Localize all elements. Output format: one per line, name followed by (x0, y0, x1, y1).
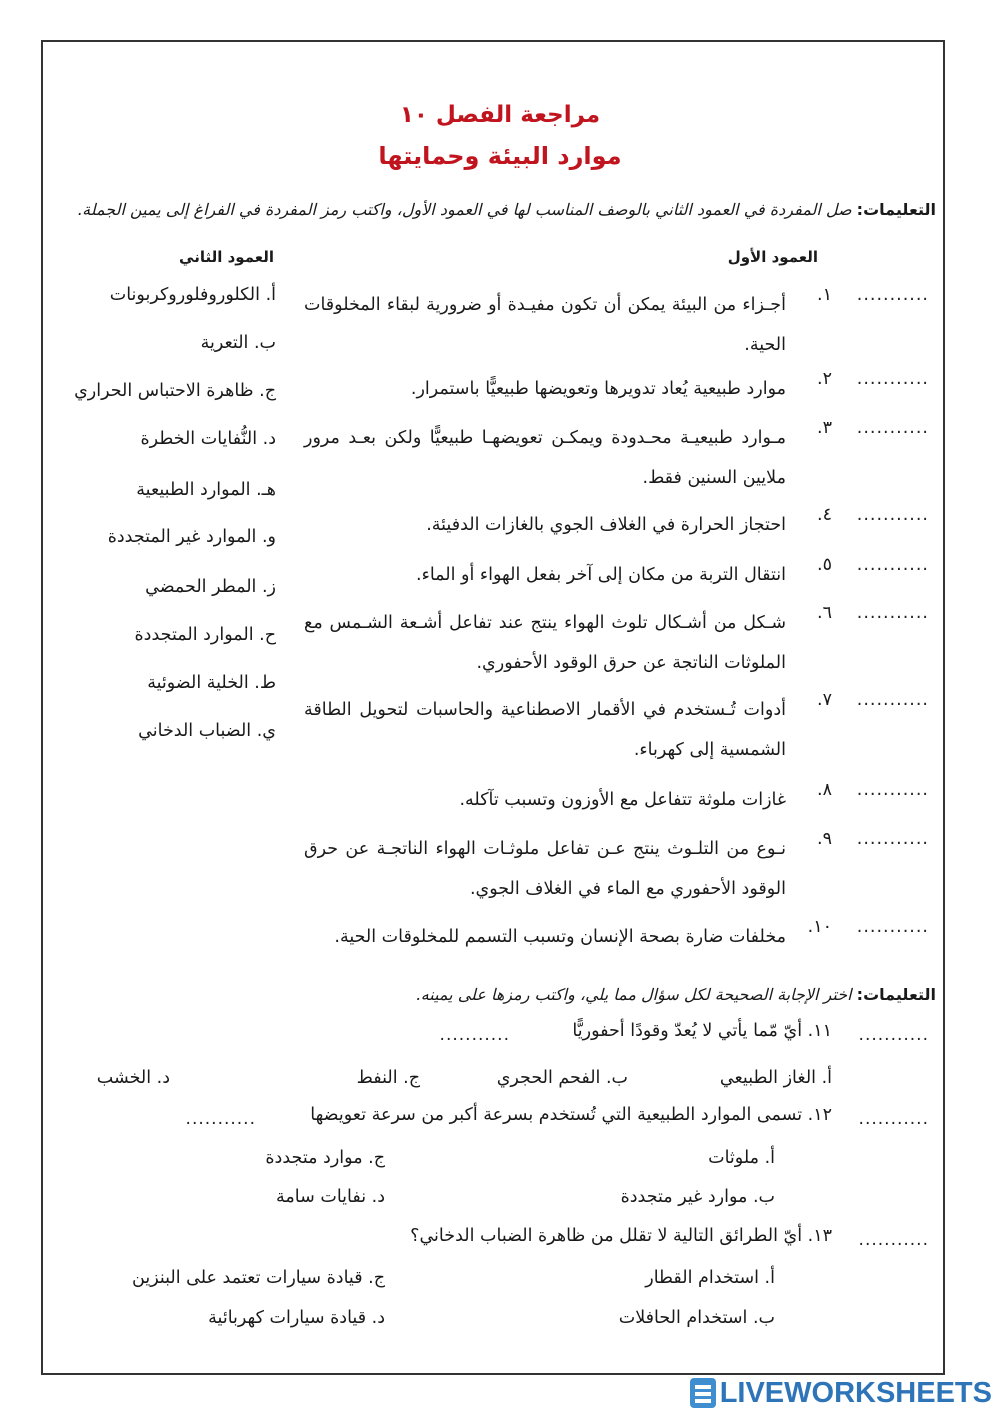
match-option: ب. التعرية (200, 333, 276, 353)
answer-blank[interactable]: ........... (856, 418, 929, 438)
question-number: ١٠. (807, 917, 832, 937)
mc-question-stem: ١٣. أيّ الطرائق التالية لا تقلل من ظاهرة الضباب الدخاني؟ (410, 1226, 832, 1246)
match-option: ط. الخلية الضوئية (147, 673, 276, 693)
question-number: ٦. (817, 603, 832, 623)
mc-choice[interactable]: د. الخشب (96, 1068, 170, 1088)
mc-question-stem: ١١. أيّ مّما يأتي لا يُعدّ وقودًا أحفوريًّا (572, 1021, 832, 1041)
mc-choice[interactable]: ج. قيادة سيارات تعتمد على البنزين (132, 1268, 385, 1288)
mc-choice[interactable]: ج. موارد متجددة (265, 1148, 385, 1168)
mc-choice[interactable]: أ. الغاز الطبيعي (719, 1068, 832, 1088)
mc-choice[interactable]: أ. ملوثات (708, 1148, 775, 1168)
question-text: مـوارد طبيعيـة محـدودة ويمكـن تعويضهـا طبيعيًّا ولكن بعـد مرور ملايين السنين فقط. (304, 428, 786, 488)
instructions-label: التعليمات: (856, 200, 936, 219)
match-option: أ. الكلوروفلوروكربونات (109, 285, 276, 305)
match-option: ج. ظاهرة الاحتباس الحراري (74, 381, 276, 401)
question-number: ٩. (817, 829, 832, 849)
question-number: ١. (817, 285, 832, 305)
instructions-text: صل المفردة في العمود الثاني بالوصف المناسب لها في العمود الأول، واكتب رمز المفردة في الفراغ إلى يمين الجملة. (77, 200, 852, 219)
answer-blank[interactable]: ........... (856, 917, 929, 937)
match-option: ح. الموارد المتجددة (134, 625, 276, 645)
mc-choice[interactable]: د. قيادة سيارات كهربائية (208, 1308, 385, 1328)
question-number: ٧. (817, 690, 832, 710)
answer-blank[interactable]: ........... (858, 1109, 929, 1129)
page-title: مراجعة الفصل ١٠ (399, 102, 601, 128)
question-text: شـكل من أشـكال تلوث الهواء ينتج عند تفاعل أشـعة الشـمس مع الملوثات الناتجة عن حرق الوقود الأحفوري. (304, 613, 786, 673)
match-option: د. النُّفايات الخطرة (140, 429, 276, 449)
match-option: هـ. الموارد الطبيعية (136, 480, 276, 500)
column-one-heading: العمود الأول (727, 248, 818, 266)
question-text: غازات ملوثة تتفاعل مع الأوزون وتسبب تآكله. (459, 790, 786, 810)
liveworksheets-logo[interactable] (690, 1376, 992, 1410)
question-number: ٨. (817, 780, 832, 800)
page-subtitle: موارد البيئة وحمايتها (378, 142, 622, 170)
question-number: ٣. (817, 418, 832, 438)
answer-blank[interactable]: ........... (856, 603, 929, 623)
match-option: ي. الضباب الدخاني (138, 721, 276, 741)
liveworksheets-icon (690, 1378, 716, 1408)
instructions-multiple-choice (56, 985, 936, 1004)
question-text: نـوع من التلـوث ينتج عـن تفاعل ملوثـات الهواء الناتجـة عن حرق الوقود الأحفوري مع الماء في الغلاف الجوي. (304, 839, 786, 899)
question-text: انتقال التربة من مكان إلى آخر بفعل الهواء أو الماء. (416, 565, 786, 585)
answer-blank[interactable]: ........... (856, 505, 929, 525)
answer-line[interactable]: ........... (439, 1025, 510, 1045)
answer-blank[interactable]: ........... (856, 829, 929, 849)
question-number: ٢. (817, 369, 832, 389)
column-two-heading: العمود الثاني (179, 248, 274, 266)
mc-choice[interactable]: د. نفايات سامة (276, 1187, 385, 1207)
question-text: أجـزاء من البيئة يمكن أن تكون مفيـدة أو ضرورية لبقاء المخلوقات الحية. (304, 295, 786, 355)
mc-choice[interactable]: ج. النفط (356, 1068, 420, 1088)
answer-blank[interactable]: ........... (856, 285, 929, 305)
mc-question-stem: ١٢. تسمى الموارد الطبيعية التي تُستخدم بسرعة أكبر من سرعة تعويضها (310, 1105, 832, 1125)
question-number: ٤. (817, 505, 832, 525)
answer-blank[interactable]: ........... (856, 780, 929, 800)
answer-blank[interactable]: ........... (858, 1230, 929, 1250)
mc-choice[interactable]: ب. استخدام الحافلات (618, 1308, 775, 1328)
answer-line[interactable]: ........... (185, 1109, 256, 1129)
answer-blank[interactable]: ........... (856, 555, 929, 575)
mc-choice[interactable]: أ. استخدام القطار (645, 1268, 775, 1288)
match-option: ز. المطر الحمضي (145, 577, 276, 597)
answer-blank[interactable]: ........... (858, 1025, 929, 1045)
question-text: موارد طبيعية يُعاد تدويرها وتعويضها طبيعيًّا باستمرار. (410, 379, 786, 399)
question-text: احتجاز الحرارة في الغلاف الجوي بالغازات الدفيئة. (426, 515, 786, 535)
match-option: و. الموارد غير المتجددة (107, 527, 276, 547)
answer-blank[interactable]: ........... (856, 369, 929, 389)
logo-text: LIVEWORKSHEETS (719, 1376, 992, 1409)
mc-choice[interactable]: ب. الفحم الحجري (496, 1068, 628, 1088)
question-number: ٥. (817, 555, 832, 575)
instructions-matching (56, 200, 936, 219)
question-text: مخلفات ضارة بصحة الإنسان وتسبب التسمم للمخلوقات الحية. (334, 927, 786, 947)
answer-blank[interactable]: ........... (856, 690, 929, 710)
instructions-text: اختر الإجابة الصحيحة لكل سؤال مما يلي، واكتب رمزها على يمينه. (415, 985, 852, 1004)
question-text: أدوات تُـستخدم في الأقمار الاصطناعية والحاسبات لتحويل الطاقة الشمسية إلى كهرباء. (304, 700, 786, 760)
mc-choice[interactable]: ب. موارد غير متجددة (620, 1187, 775, 1207)
instructions-label: التعليمات: (856, 985, 936, 1004)
